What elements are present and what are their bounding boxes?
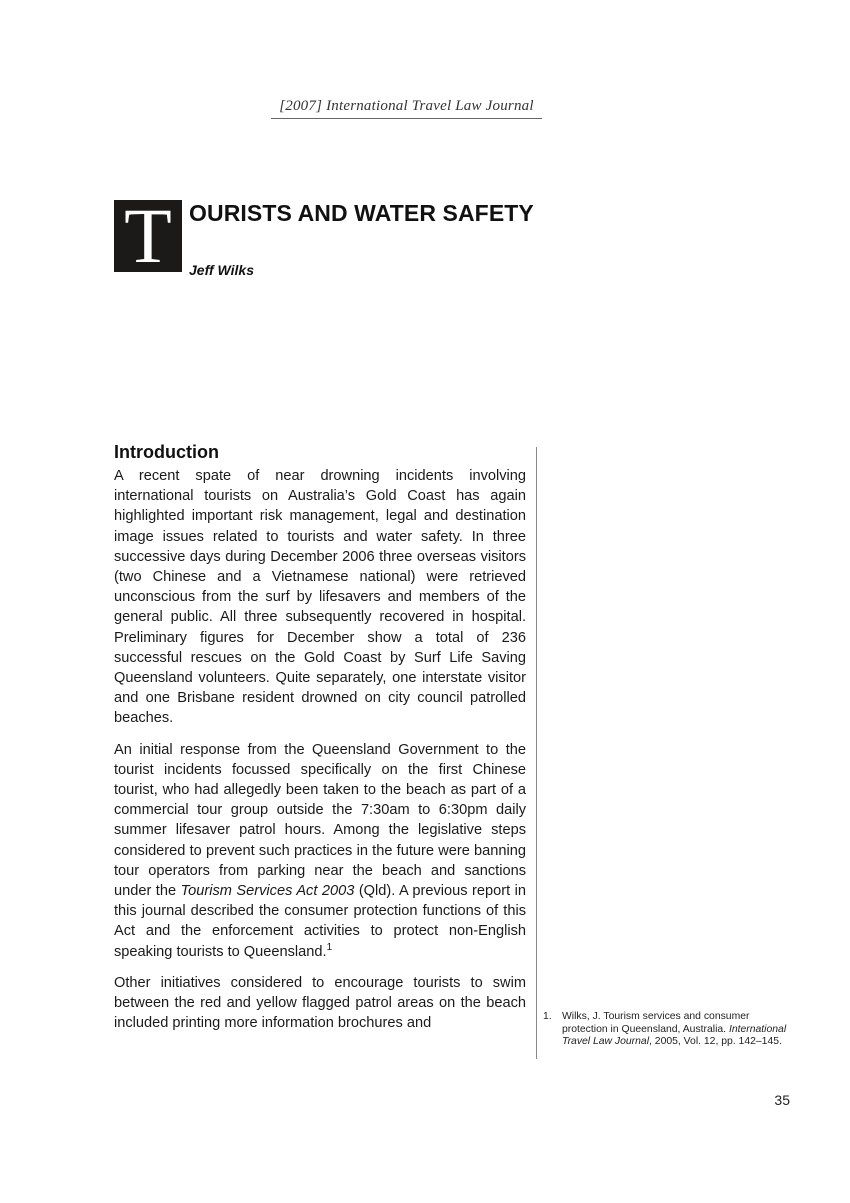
paragraph-2-text-before: An initial response from the Queensland Government to the tourist incidents focussed specifically on the first Chinese tourist, who had allegedly been taken to the beach as part of a commercial tour group outside the 7:30am to 6:30pm daily summer lifesaver patrol hours. Among the legislative steps considered to prevent such practices in the future were banning tour operators from parking near the beach and sanctions under the xyxy=(114,741,526,900)
footnote-number: 1. xyxy=(543,1011,552,1022)
footnote-reference[interactable]: 1 xyxy=(326,941,333,953)
drop-cap: T xyxy=(114,200,182,272)
paragraph-2-text-after: (Qld). A previous report in this journal described the consumer protection functions of this Act and the enforcement activities to protect non-English speaking tourists to Queensland. xyxy=(114,883,526,960)
section-heading: Introduction xyxy=(114,442,219,462)
footnote-text-before: Wilks, J. Tourism services and consumer protection in Queensland, Australia. xyxy=(562,1011,750,1035)
act-title: Tourism Services Act 2003 xyxy=(180,883,355,900)
main-column xyxy=(114,442,526,1044)
paragraph-2 xyxy=(114,740,526,962)
footnote-journal-title: International Travel Law Journal xyxy=(562,1023,787,1048)
journal-header: [2007] International Travel Law Journal xyxy=(271,98,542,119)
article-author: Jeff Wilks xyxy=(189,262,254,278)
page-number: 35 xyxy=(774,1092,790,1108)
column-divider xyxy=(536,447,537,1059)
footnote-text xyxy=(562,1011,793,1049)
paragraph-3: Other initiatives considered to encourage tourists to swim between the red and yellow flagged patrol areas on the beach included printing more information brochures and xyxy=(114,974,526,1032)
footnotes xyxy=(543,1011,793,1049)
footnote-text-after: , 2005, Vol. 12, pp. 142–145. xyxy=(649,1036,782,1048)
footnote-1 xyxy=(543,1011,793,1049)
paragraph-1: A recent spate of near drowning incidents involving international tourists on Australia’s Gold Coast has again highlighted important risk management, legal and destination image issues related to tourists and water safety. In three successive days during December 2006 three overseas visitors (two Chinese and a Vietnamese national) were retrieved unconscious from the surf by lifesavers and members of the general public. All three subsequently recovered in hospital. Preliminary figures for December show a total of 236 successful rescues on the Gold Coast by Surf Life Saving Queensland volunteers. Quite separately, one interstate visitor and one Brisbane resident drowned on city council patrolled beaches. xyxy=(114,468,526,727)
article-title: OURISTS AND WATER SAFETY xyxy=(189,200,534,226)
